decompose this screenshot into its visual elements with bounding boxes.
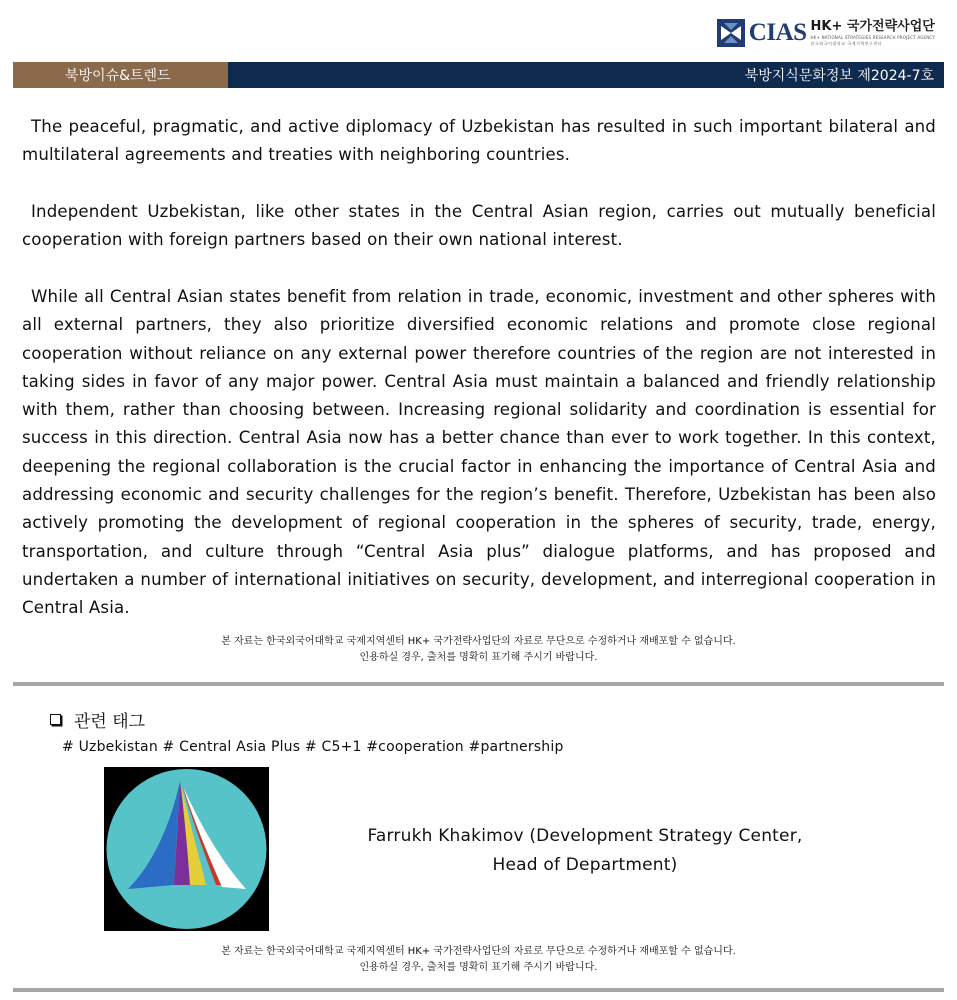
org-subtitle-kr: 한국외국어대학교 국제지역연구센터 [810,41,883,46]
notice-line-1: 본 자료는 한국외국어대학교 국제지역센터 HK+ 국가전략사업단의 자료로 무단으로 수정하거나 재배포할 수 없습니다. [221,636,736,647]
paragraph-text: While all Central Asian states benefit from relation in trade, economic, investment and other spheres with all external partners, they also prioritize diversified economic relations and promote close regional cooperation without reliance on any external power therefore countries of the region are not interested in taking sides in favor of any major power. Central Asia must maintain a balanced and friendly relationship with them, rather than choosing between. Increasing regional solidarity and coordination is essential for success in this direction. Central Asia now has a better chance than ever to work together. In this context, deepening the regional collaboration is the crucial factor in enhancing the importance of Central Asia and addressing economic and security challenges for the region’s benefit. Therefore, Uzbekistan has been also actively promoting the development of regional cooperation in the spheres of security, trade, energy, transportation, and culture through “Central Asia plus” dialogue platforms, and has proposed and undertaken a number of international initiatives on security, development, and interregional cooperation in Central Asia. [22,287,936,618]
org-subtitle-en: HK+ NATIONAL STRATEGIES RESEARCH PROJECT AGENCY [810,35,935,40]
logo-text: CIAS [748,19,807,46]
section-label: 북방이슈&트렌드 [13,62,228,88]
paragraph-2 [22,198,936,255]
checkbox-icon [50,714,61,725]
header-banner [13,62,944,88]
copyright-notice-footer [0,944,957,976]
paragraph-text: The peaceful, pragmatic, and active diplomacy of Uzbekistan has resulted in such important bilateral and multilateral agreements and treaties with neighboring countries. [22,117,936,165]
notice-line-2: 인용하실 경우, 출처를 명확히 표기해 주시기 바랍니다. [359,962,598,973]
header-logo [716,16,935,50]
author-info [330,822,840,880]
author-line-1: Farrukh Khakimov (Development Strategy Center, [367,826,803,846]
paragraph-1 [22,113,936,170]
paragraph-3 [22,283,936,623]
author-logo-image [104,767,269,931]
divider-bottom [13,988,944,992]
sail-logo-icon [104,767,269,931]
related-tags-heading [50,707,145,732]
paragraph-text: Independent Uzbekistan, like other states in the Central Asian region, carries out mutually beneficial cooperation with foreign partners based on their own national interest. [22,202,936,250]
notice-line-1: 본 자료는 한국외국어대학교 국제지역센터 HK+ 국가전략사업단의 자료로 무단으로 수정하거나 재배포할 수 없습니다. [221,946,736,957]
author-line-2: Head of Department) [492,855,678,875]
issue-label: 북방지식문화정보 제2024-7호 [228,62,944,88]
org-title: HK+ 국가전략사업단 [810,19,935,34]
notice-line-2: 인용하실 경우, 출처를 명확히 표기해 주시기 바랍니다. [359,652,598,663]
related-tags-title: 관련 태그 [74,712,146,732]
cias-logo-icon [716,18,746,48]
divider [13,682,944,686]
tag-list: # Uzbekistan # Central Asia Plus # C5+1 #cooperation #partnership [62,739,564,755]
copyright-notice [0,634,957,666]
